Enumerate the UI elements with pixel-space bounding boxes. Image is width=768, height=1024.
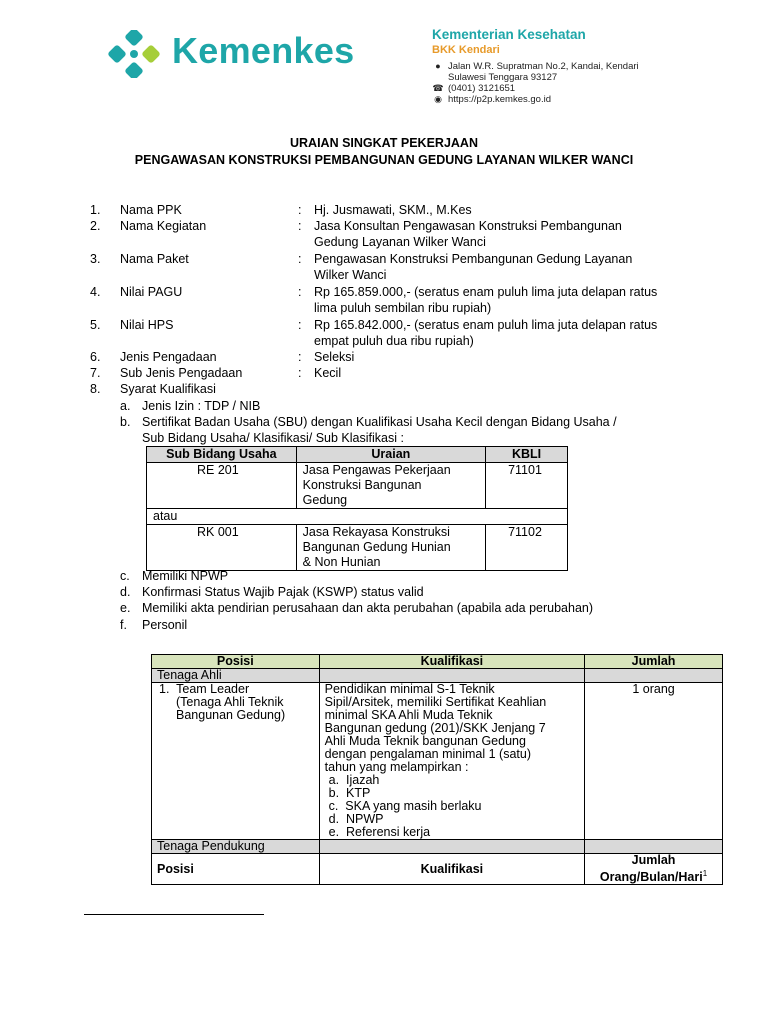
posisi-line: 1. Team Leader <box>159 682 250 696</box>
column-header-jumlah <box>585 854 723 885</box>
address-line-2: Sulawesi Tenggara 93127 <box>448 72 558 83</box>
item-number: 4. <box>90 285 101 299</box>
kualifikasi-line: minimal SKA Ahli Muda Teknik <box>324 708 493 722</box>
item-value: Hj. Jusmawati, SKM., M.Kes <box>314 203 472 217</box>
sbu-code: RE 201 <box>147 463 297 509</box>
uraian-line: Gedung <box>302 493 348 507</box>
item-number: 2. <box>90 219 101 233</box>
posisi-line: Bangunan Gedung) <box>176 708 286 722</box>
phone-icon: ☎ <box>432 83 444 93</box>
kualifikasi-line: tahun yang melampirkan : <box>324 760 469 774</box>
lampiran-item: b. KTP <box>328 786 371 800</box>
item-label: Nama PPK <box>120 203 182 217</box>
personil-table <box>151 654 723 885</box>
group-row <box>152 840 723 854</box>
group-row <box>152 669 723 683</box>
address-block <box>432 61 639 83</box>
item-value: Pengawasan Konstruksi Pembangunan Gedung Layanan <box>314 252 633 266</box>
kualifikasi-line: Ahli Muda Teknik bangunan Gedung <box>324 734 526 748</box>
item-colon: : <box>298 350 302 364</box>
lampiran-item: a. Ijazah <box>328 773 380 787</box>
syarat-letter: d. <box>120 585 131 599</box>
item-value: Rp 165.842.000,- (seratus enam puluh lima juta delapan ratus <box>314 318 658 332</box>
table-header-row <box>147 447 568 463</box>
item-label: Nilai PAGU <box>120 285 183 299</box>
sub-header-row <box>152 854 723 885</box>
kualifikasi-line: Pendidikan minimal S-1 Teknik <box>324 682 495 696</box>
item-number: 1. <box>90 203 101 217</box>
group-label: Tenaga Pendukung <box>152 840 320 854</box>
item-label: Syarat Kualifikasi <box>120 382 216 396</box>
item-number: 3. <box>90 252 101 266</box>
uraian-line: & Non Hunian <box>302 555 381 569</box>
footnote-ref[interactable]: 1 <box>702 869 708 878</box>
column-header: Jumlah <box>585 655 723 669</box>
posisi-line: (Tenaga Ahli Teknik <box>176 695 284 709</box>
jumlah-unit-label <box>590 867 717 884</box>
table-row <box>152 683 723 840</box>
sbu-table <box>146 446 568 571</box>
kualifikasi-line: Bangunan gedung (201)/SKK Jenjang 7 <box>324 721 546 735</box>
table-row <box>147 463 568 509</box>
column-header: Posisi <box>152 655 320 669</box>
uraian-line: Bangunan Gedung Hunian <box>302 540 451 554</box>
item-value: Seleksi <box>314 350 355 364</box>
footnote-separator <box>84 914 264 915</box>
globe-icon: ◉ <box>434 94 442 104</box>
column-header: Kualifikasi <box>319 854 584 885</box>
posisi-cell <box>152 683 320 840</box>
item-colon: : <box>298 252 302 266</box>
item-value: Rp 165.859.000,- (seratus enam puluh lima juta delapan ratus <box>314 285 658 299</box>
table-row <box>147 525 568 571</box>
item-colon: : <box>298 285 302 299</box>
uraian-line: Jasa Rekayasa Konstruksi <box>302 525 450 539</box>
syarat-text: Jenis Izin : TDP / NIB <box>142 399 261 413</box>
item-value-cont: Gedung Layanan Wilker Wanci <box>314 235 486 249</box>
item-label: Nama Paket <box>120 252 189 266</box>
doc-title: URAIAN SINGKAT PEKERJAAN <box>290 136 478 150</box>
sbu-kbli: 71102 <box>486 525 568 571</box>
item-value-cont: lima puluh sembilan ribu rupiah) <box>314 301 492 315</box>
item-label: Nama Kegiatan <box>120 219 207 233</box>
item-colon: : <box>298 219 302 233</box>
lampiran-item: d. NPWP <box>328 812 384 826</box>
item-value: Kecil <box>314 366 342 380</box>
item-number: 6. <box>90 350 101 364</box>
sbu-uraian <box>296 525 485 571</box>
syarat-text: Memiliki NPWP <box>142 569 229 583</box>
table-header-row <box>152 655 723 669</box>
phone-block <box>432 83 515 94</box>
lampiran-item: c. SKA yang masih berlaku <box>328 799 482 813</box>
table-separator-row <box>147 509 568 525</box>
item-value: Jasa Konsultan Pengawasan Konstruksi Pembangunan <box>314 219 622 233</box>
website-link[interactable]: https://p2p.kemkes.go.id <box>448 94 551 105</box>
item-colon: : <box>298 203 302 217</box>
item-value-cont: Wilker Wanci <box>314 268 387 282</box>
phone-number: (0401) 3121651 <box>448 83 516 94</box>
item-number: 5. <box>90 318 101 332</box>
sbu-uraian <box>296 463 485 509</box>
kualifikasi-line: dengan pengalaman minimal 1 (satu) <box>324 747 532 761</box>
group-label: Tenaga Ahli <box>152 669 320 683</box>
syarat-text-cont: Sub Bidang Usaha/ Klasifikasi/ Sub Klasifikasi : <box>142 431 404 445</box>
jumlah-label: Jumlah <box>631 853 676 867</box>
uraian-line: Jasa Pengawas Pekerjaan <box>302 463 451 477</box>
lampiran-item: e. Referensi kerja <box>328 825 431 839</box>
item-label: Jenis Pengadaan <box>120 350 217 364</box>
item-number: 7. <box>90 366 101 380</box>
column-header: Kualifikasi <box>319 655 584 669</box>
jumlah-unit-text: Orang/Bulan/Hari <box>599 870 703 885</box>
item-label: Sub Jenis Pengadaan <box>120 366 243 380</box>
column-header: Sub Bidang Usaha <box>147 447 297 463</box>
column-header: Uraian <box>296 447 485 463</box>
uraian-line: Konstruksi Bangunan <box>302 478 422 492</box>
syarat-text: Memiliki akta pendirian perusahaan dan akta perubahan (apabila ada perubahan) <box>142 601 594 615</box>
item-value-cont: empat puluh dua ribu rupiah) <box>314 334 474 348</box>
kualifikasi-line: Sipil/Arsitek, memiliki Sertifikat Keahlian <box>324 695 547 709</box>
location-pin-icon: ● <box>435 61 441 71</box>
kemenkes-logo-icon <box>108 30 160 78</box>
item-label: Nilai HPS <box>120 318 174 332</box>
website-block <box>432 94 551 105</box>
column-header: Posisi <box>152 854 320 885</box>
column-header: KBLI <box>486 447 568 463</box>
item-number: 8. <box>90 382 101 396</box>
syarat-letter: a. <box>120 399 131 413</box>
syarat-letter: b. <box>120 415 131 429</box>
address-line-1: Jalan W.R. Supratman No.2, Kandai, Kendari <box>448 61 639 72</box>
sbu-code: RK 001 <box>147 525 297 571</box>
doc-subtitle: PENGAWASAN KONSTRUKSI PEMBANGUNAN GEDUNG LAYANAN WILKER WANCI <box>134 153 634 167</box>
brand-name: Kemenkes <box>172 30 355 71</box>
syarat-text: Sertifikat Badan Usaha (SBU) dengan Kualifikasi Usaha Kecil dengan Bidang Usaha / <box>142 415 617 429</box>
kualifikasi-cell <box>319 683 584 840</box>
separator-text: atau <box>147 509 568 525</box>
syarat-letter: c. <box>120 569 130 583</box>
syarat-text: Konfirmasi Status Wajib Pajak (KSWP) status valid <box>142 585 424 599</box>
syarat-text: Personil <box>142 618 188 632</box>
item-colon: : <box>298 366 302 380</box>
org-unit: BKK Kendari <box>432 44 500 56</box>
org-name: Kementerian Kesehatan <box>432 27 586 42</box>
jumlah-cell: 1 orang <box>585 683 723 840</box>
item-colon: : <box>298 318 302 332</box>
syarat-letter: e. <box>120 601 131 615</box>
syarat-letter: f. <box>120 618 127 632</box>
sbu-kbli: 71101 <box>486 463 568 509</box>
